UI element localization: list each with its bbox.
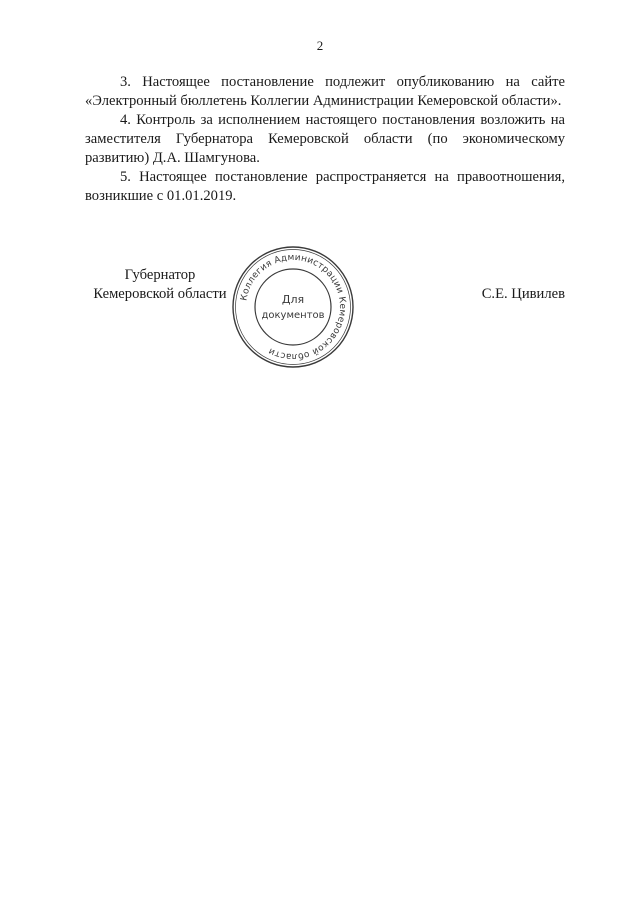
paragraph-5: 5. Настоящее постановление распространяется на правоотношения, возникшие с 01.01.2019.: [85, 169, 565, 204]
signature-block: [0, 252, 640, 393]
stamp-ring-text: Коллегия Администрации Кемеровской области: [239, 252, 348, 362]
paragraph-4: 4. Контроль за исполнением настоящего постановления возложить на заместителя Губернатора Кемеровской области (по экономическому развитию) Д.А. Шамгунова.: [85, 112, 565, 166]
position-line-1: Губернатор: [124, 267, 196, 283]
page-number: 2: [316, 38, 324, 53]
official-stamp-icon: [229, 243, 357, 371]
stamp-center-line-1: Для: [281, 293, 305, 306]
stamp-center-line-2: документов: [261, 310, 325, 321]
paragraph-3: 3. Настоящее постановление подлежит опубликованию на сайте «Электронный бюллетень Коллегии Администрации Кемеровской области».: [85, 74, 565, 109]
signatory-name: С.Е. Цивилев: [481, 286, 565, 302]
document-body: [85, 73, 565, 206]
signatory-position: [85, 266, 235, 304]
position-line-2: Кемеровской области: [93, 286, 227, 302]
